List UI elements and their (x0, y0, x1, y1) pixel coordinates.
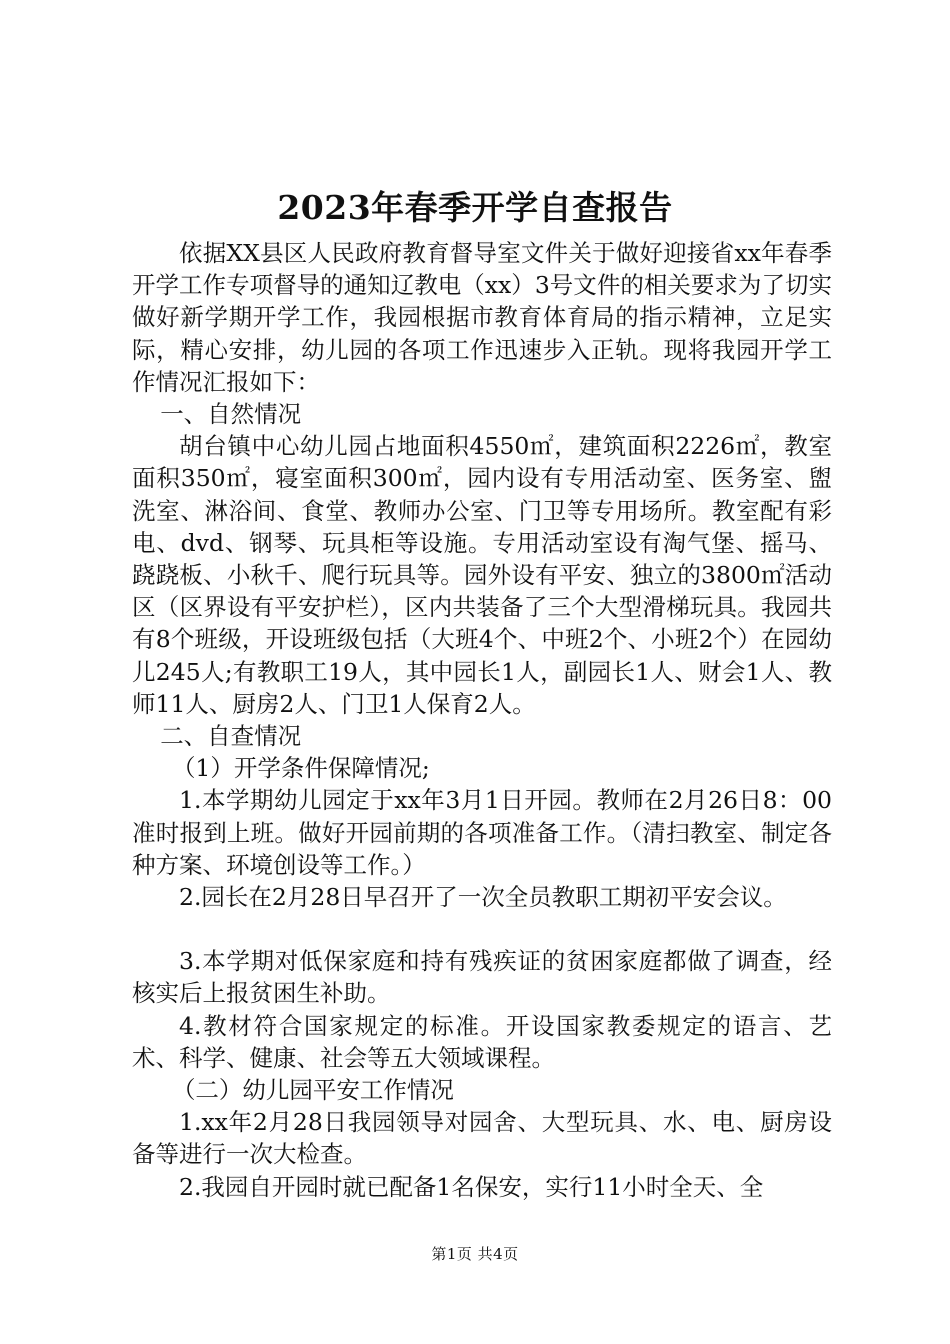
subsection-heading-conditions: （1）开学条件保障情况; (171, 754, 430, 783)
subsection-heading-safety: （二）幼儿园平安工作情况 (171, 1076, 454, 1105)
list-item-4: 4.教材符合国家规定的标准。开设国家教委规定的语言、艺术、科学、健康、社会等五大领域课程。 (132, 1011, 832, 1072)
natural-situation-paragraph: 胡台镇中心幼儿园占地面积4550㎡，建筑面积2226㎡，教室面积350㎡，寝室面积300㎡，园内设有专用活动室、医务室、盥洗室、淋浴间、食堂、教师办公室、门卫等专用场所。教室配有彩电、dvd、钢琴、玩具柜等设施。专用活动室设有淘气堡、摇马、跷跷板、小秋千、爬行玩具等。园外设有平安、独立的3800㎡活动区（区界设有平安护栏），区内共装备了三个大型滑梯玩具。我园共有8个班级，开设班级包括（大班4个、中班2个、小班2个）在园幼儿245人;有教职工19人，其中园长1人，副园长1人、财会1人、教师11人、厨房2人、门卫1人保育2人。 (132, 432, 832, 718)
document-body (132, 237, 832, 1203)
page-footer: 第1页 共4页 (431, 1245, 519, 1263)
list-item-2: 2.园长在2月28日早召开了一次全员教职工期初平安会议。 (179, 883, 787, 912)
safety-item-2: 2.我园自开园时就已配备1名保安，实行11小时全天、全 (179, 1172, 764, 1201)
document-title: 2023年春季开学自查报告 (277, 188, 673, 227)
list-item-3: 3.本学期对低保家庭和持有残疾证的贫困家庭都做了调查，经核实后上报贫困生补助。 (132, 947, 832, 1008)
safety-item-1: 1.xx年2月28日我园领导对园舍、大型玩具、水、电、厨房设备等进行一次大检查。 (132, 1108, 832, 1169)
list-item-1: 1.本学期幼儿园定于xx年3月1日开园。教师在2月26日8：00准时报到上班。做好开园前期的各项准备工作。（清扫教室、制定各种方案、环境创设等工作。） (132, 786, 832, 879)
section-heading-self-check: 二、自查情况 (160, 722, 302, 751)
section-heading-natural: 一、自然情况 (160, 400, 302, 429)
intro-paragraph: 依据XX县区人民政府教育督导室文件关于做好迎接省xx年春季开学工作专项督导的通知辽教电（xx）3号文件的相关要求为了切实做好新学期开学工作，我园根据市教育体育局的指示精神，立足实际，精心安排，幼儿园的各项工作迅速步入正轨。现将我园开学工作情况汇报如下： (132, 239, 832, 396)
